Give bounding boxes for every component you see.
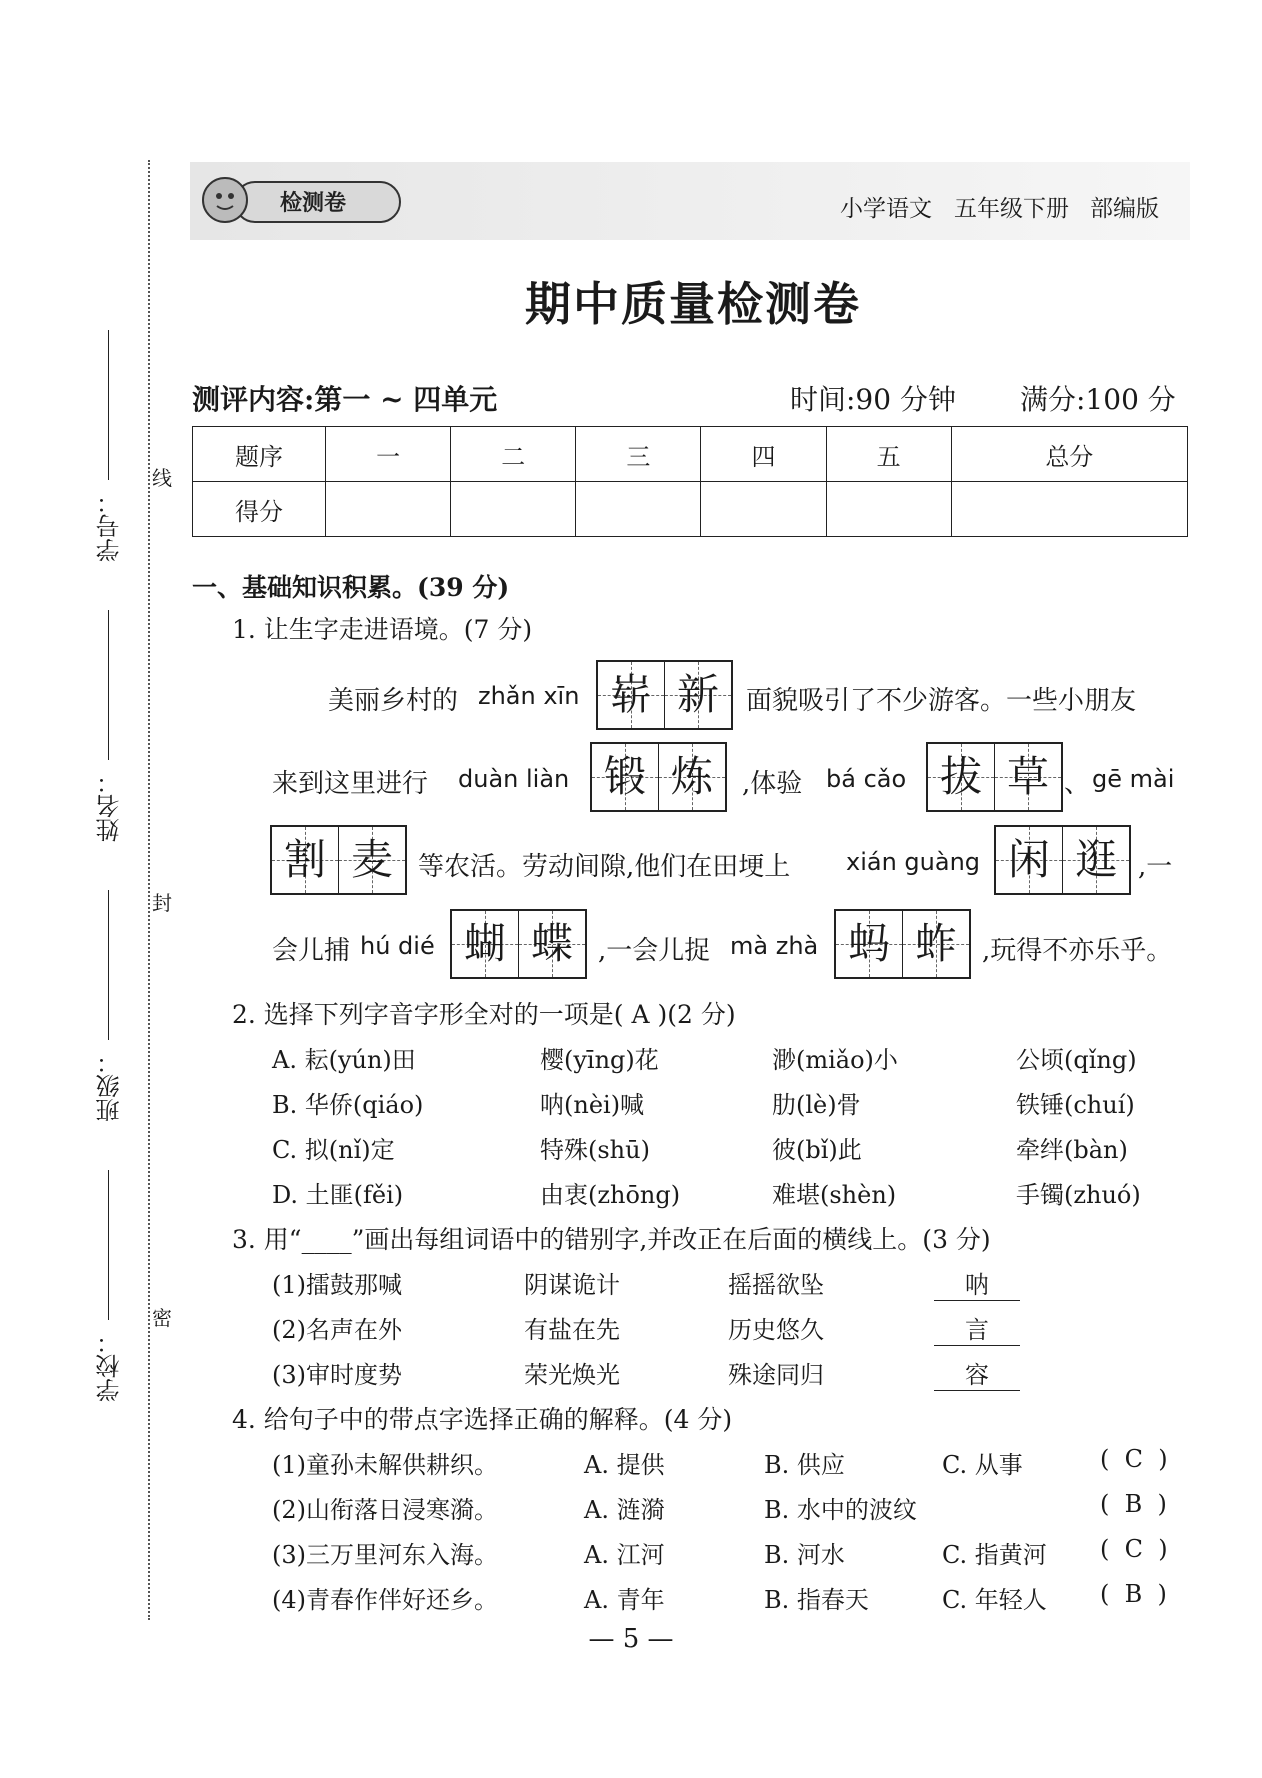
tian-cell: 逛 bbox=[1062, 827, 1129, 893]
tian-cell: 蚱 bbox=[902, 911, 969, 977]
tian-cell: 蝴 bbox=[452, 911, 518, 977]
score-input-cell[interactable] bbox=[701, 482, 826, 537]
score-cell: 五 bbox=[826, 427, 951, 482]
q1-answer-box[interactable] bbox=[994, 825, 1131, 895]
score-cell: 总分 bbox=[951, 427, 1187, 482]
tian-cell: 拔 bbox=[928, 744, 994, 810]
tian-cell: 草 bbox=[994, 744, 1061, 810]
name-label: 姓名： bbox=[96, 770, 124, 842]
q3-word: (1)擂鼓那喊 bbox=[272, 1271, 402, 1299]
tian-cell: 割 bbox=[272, 827, 338, 893]
class-line bbox=[108, 890, 109, 1040]
q4-choice: A. 提供 bbox=[584, 1451, 665, 1479]
q3-answer-field[interactable]: 呐 bbox=[934, 1265, 1020, 1301]
badge-text: 检测卷 bbox=[279, 191, 347, 216]
q1-text: ,一会儿捉 bbox=[598, 936, 711, 966]
q1-pinyin: xián guàng bbox=[846, 848, 981, 876]
q2-option: 由衷(zhōng) bbox=[540, 1181, 681, 1209]
q4-choice: A. 江河 bbox=[584, 1541, 665, 1569]
q4-title: 4. 给句子中的带点字选择正确的解释。(4 分) bbox=[232, 1405, 733, 1434]
tian-cell: 蝶 bbox=[518, 911, 585, 977]
q4-choice: B. 指春天 bbox=[764, 1586, 869, 1614]
school-line bbox=[108, 1170, 109, 1320]
q3-answer-field[interactable]: 容 bbox=[934, 1355, 1020, 1391]
score-cell: 二 bbox=[451, 427, 576, 482]
q4-answer-paren[interactable]: ( B ) bbox=[1100, 1490, 1167, 1518]
student-id-line bbox=[108, 330, 109, 480]
q1-pinyin: hú dié bbox=[360, 932, 435, 960]
score-cell: 四 bbox=[701, 427, 826, 482]
score-table-score-row bbox=[193, 482, 1188, 537]
q2-option: 特殊(shū) bbox=[540, 1136, 650, 1164]
class-label: 班级： bbox=[96, 1050, 124, 1122]
q2-option: 肋(lè)骨 bbox=[772, 1091, 861, 1119]
q2-option: A. 耘(yún)田 bbox=[272, 1046, 416, 1074]
q2-option: 呐(nèi)喊 bbox=[540, 1091, 645, 1119]
q3-word: 荣光焕光 bbox=[524, 1361, 620, 1389]
q4-answer-paren[interactable]: ( C ) bbox=[1100, 1535, 1168, 1563]
q1-answer-box[interactable] bbox=[596, 660, 733, 730]
q4-choice: A. 涟漪 bbox=[584, 1496, 665, 1524]
q1-answer-box[interactable] bbox=[834, 909, 971, 979]
q3-word: (3)审时度势 bbox=[272, 1361, 402, 1389]
q3-title: 3. 用“____”画出每组词语中的错别字,并改正在后面的横线上。(3 分) bbox=[232, 1225, 991, 1254]
q4-sentence: (3)三万里河东入海。 bbox=[272, 1541, 498, 1569]
score-input-cell[interactable] bbox=[951, 482, 1187, 537]
tian-cell: 蚂 bbox=[836, 911, 902, 977]
q2-option: 渺(miǎo)小 bbox=[772, 1046, 898, 1074]
q4-choice: B. 水中的波纹 bbox=[764, 1496, 917, 1524]
q1-title: 1. 让生字走进语境。(7 分) bbox=[232, 615, 533, 644]
score-input-cell[interactable] bbox=[326, 482, 451, 537]
score-input-cell[interactable] bbox=[576, 482, 701, 537]
q3-word: 阴谋诡计 bbox=[524, 1271, 620, 1299]
page-title: 期中质量检测卷 bbox=[525, 277, 861, 331]
q2-option: C. 拟(nǐ)定 bbox=[272, 1136, 395, 1164]
q1-text: ,体验 bbox=[742, 769, 803, 799]
score-table-header-row bbox=[193, 427, 1188, 482]
q4-choice: C. 指黄河 bbox=[942, 1541, 1047, 1569]
q2-option: D. 土匪(fěi) bbox=[272, 1181, 404, 1209]
q1-text: ,玩得不亦乐乎。 bbox=[982, 936, 1173, 966]
score-cell: 一 bbox=[326, 427, 451, 482]
q1-answer-box[interactable] bbox=[926, 742, 1063, 812]
seal-seal-char: 封 bbox=[152, 885, 172, 918]
score-cell: 题序 bbox=[193, 427, 326, 482]
seal-secret-char: 密 bbox=[152, 1300, 172, 1333]
q2-option: 难堪(shèn) bbox=[772, 1181, 897, 1209]
q4-sentence: (1)童孙未解供耕织。 bbox=[272, 1451, 498, 1479]
q3-word: 殊途同归 bbox=[728, 1361, 824, 1389]
q3-word: 有盐在先 bbox=[524, 1316, 620, 1344]
q1-text: 、 bbox=[1064, 769, 1091, 799]
tian-cell: 新 bbox=[664, 662, 731, 728]
q1-pinyin: duàn liàn bbox=[458, 765, 570, 793]
q2-option: 铁锤(chuí) bbox=[1016, 1091, 1135, 1119]
q4-choice: B. 供应 bbox=[764, 1451, 845, 1479]
q2-option: 樱(yīng)花 bbox=[540, 1046, 659, 1074]
section-one-title: 一、基础知识积累。(39 分) bbox=[192, 573, 510, 602]
q1-text: ,一 bbox=[1138, 852, 1173, 882]
score-cell: 三 bbox=[576, 427, 701, 482]
q1-pinyin: mà zhà bbox=[730, 932, 819, 960]
student-id-label: 学号： bbox=[96, 490, 124, 562]
q3-word: 历史悠久 bbox=[728, 1316, 824, 1344]
header-grade: 五年级下册 bbox=[954, 196, 1069, 222]
test-full-score: 满分:100 分 bbox=[1020, 383, 1176, 416]
tian-cell: 闲 bbox=[996, 827, 1062, 893]
q4-choice: A. 青年 bbox=[584, 1586, 665, 1614]
q4-choice: B. 河水 bbox=[764, 1541, 845, 1569]
test-content: 测评内容:第一 ~ 四单元 bbox=[192, 383, 498, 416]
q3-word: (2)名声在外 bbox=[272, 1316, 402, 1344]
q2-title: 2. 选择下列字音字形全对的一项是( A )(2 分) bbox=[232, 1000, 736, 1029]
q2-option: 手镯(zhuó) bbox=[1016, 1181, 1141, 1209]
q4-choice: C. 年轻人 bbox=[942, 1586, 1047, 1614]
q3-word: 摇摇欲坠 bbox=[728, 1271, 824, 1299]
score-table bbox=[192, 426, 1188, 537]
q1-pinyin: bá cǎo bbox=[826, 765, 907, 793]
q2-option: B. 华侨(qiáo) bbox=[272, 1091, 424, 1119]
q2-option: 彼(bǐ)此 bbox=[772, 1136, 862, 1164]
q4-sentence: (4)青春作伴好还乡。 bbox=[272, 1586, 498, 1614]
q4-choice: C. 从事 bbox=[942, 1451, 1023, 1479]
q1-text: 来到这里进行 bbox=[272, 769, 429, 799]
q4-answer-paren[interactable]: ( B ) bbox=[1100, 1580, 1167, 1608]
header-subject: 小学语文 bbox=[840, 196, 932, 222]
test-time: 时间:90 分钟 bbox=[790, 383, 956, 416]
q2-option: 公顷(qǐng) bbox=[1016, 1046, 1137, 1074]
q3-answer-field[interactable]: 言 bbox=[934, 1310, 1020, 1346]
tian-cell: 炼 bbox=[658, 744, 725, 810]
q4-answer-paren[interactable]: ( C ) bbox=[1100, 1445, 1168, 1473]
score-input-cell[interactable] bbox=[826, 482, 951, 537]
header-edition: 部编版 bbox=[1090, 196, 1159, 222]
score-input-cell[interactable] bbox=[451, 482, 576, 537]
q1-answer-box[interactable] bbox=[450, 909, 587, 979]
score-row-label: 得分 bbox=[193, 482, 326, 537]
tian-cell: 崭 bbox=[598, 662, 664, 728]
q1-text: 会儿捕 bbox=[272, 936, 351, 966]
q1-pinyin: gē mài bbox=[1092, 765, 1175, 793]
q1-text: 面貌吸引了不少游客。一些小朋友 bbox=[746, 686, 1137, 716]
q1-answer-box[interactable] bbox=[270, 825, 407, 895]
name-line bbox=[108, 610, 109, 760]
binding-dotted-line bbox=[148, 160, 150, 1620]
school-label: 学校： bbox=[96, 1330, 124, 1402]
q4-sentence: (2)山衔落日浸寒漪。 bbox=[272, 1496, 498, 1524]
tian-cell: 麦 bbox=[338, 827, 405, 893]
q2-option: 牵绊(bàn) bbox=[1016, 1136, 1128, 1164]
page-number: — 5 — bbox=[588, 1624, 674, 1654]
tian-cell: 锻 bbox=[592, 744, 658, 810]
seal-line-char: 线 bbox=[152, 460, 172, 493]
q1-text: 等农活。劳动间隙,他们在田埂上 bbox=[418, 852, 791, 882]
q1-pinyin: zhǎn xīn bbox=[478, 682, 580, 710]
q1-answer-box[interactable] bbox=[590, 742, 727, 812]
q1-text: 美丽乡村的 bbox=[328, 686, 459, 716]
test-badge-logo bbox=[195, 172, 405, 230]
